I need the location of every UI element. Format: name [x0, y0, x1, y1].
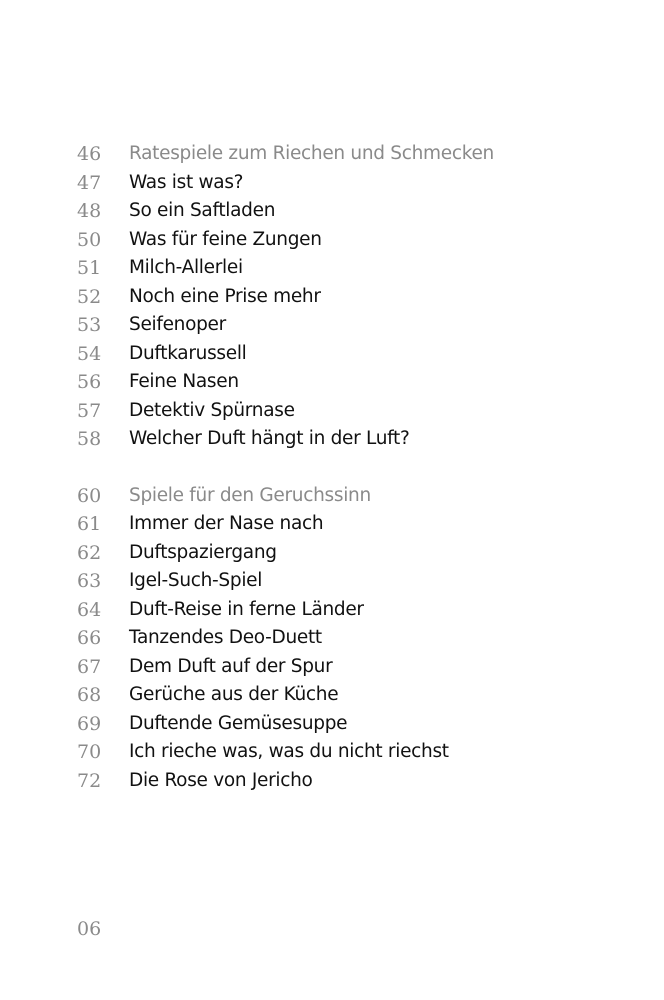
section-title: Spiele für den Geruchssinn	[129, 484, 371, 506]
page-number: 64	[77, 598, 102, 621]
toc-entry[interactable]	[0, 283, 664, 312]
page-number: 50	[77, 228, 102, 251]
entry-title: Duftende Gemüsesuppe	[129, 712, 348, 734]
page-number: 56	[77, 371, 102, 393]
entry-title: Duftkarussell	[129, 342, 247, 364]
section-heading[interactable]	[0, 140, 664, 169]
page-number: 66	[77, 627, 102, 649]
toc-entry[interactable]	[0, 425, 664, 454]
entry-title: Tanzendes Deo-Duett	[129, 627, 322, 648]
toc-entry[interactable]	[0, 767, 664, 796]
toc-entry[interactable]	[0, 567, 664, 596]
page-number: 63	[77, 570, 102, 592]
entry-title: Die Rose von Jericho	[129, 769, 313, 791]
entry-title: Feine Nasen	[129, 371, 239, 392]
entry-title: Igel-Such-Spiel	[129, 570, 263, 591]
entry-title: Welcher Duft hängt in der Luft?	[129, 428, 410, 449]
page-number: 53	[77, 314, 102, 336]
entry-title: Gerüche aus der Küche	[129, 684, 339, 705]
toc-entry[interactable]	[0, 710, 664, 739]
toc-entry[interactable]	[0, 340, 664, 369]
entry-title: So ein Saftladen	[129, 200, 276, 221]
page-number: 72	[77, 769, 102, 792]
entry-title: Noch eine Prise mehr	[129, 285, 321, 307]
page-number: 54	[77, 342, 102, 365]
toc-entry[interactable]	[0, 169, 664, 198]
page-number: 52	[77, 285, 102, 308]
footer-page-number: 06	[77, 918, 102, 940]
entry-title: Was ist was?	[129, 171, 244, 193]
section-title: Ratespiele zum Riechen und Schmecken	[129, 143, 494, 164]
toc-entry[interactable]	[0, 397, 664, 426]
page-number: 48	[77, 200, 102, 222]
toc-entry[interactable]	[0, 596, 664, 625]
entry-title: Duft-Reise in ferne Länder	[129, 598, 364, 620]
page-number: 62	[77, 541, 102, 564]
entry-title: Detektiv Spürnase	[129, 399, 295, 421]
entry-title: Dem Duft auf der Spur	[129, 655, 333, 677]
toc-section	[0, 140, 664, 454]
toc-entry[interactable]	[0, 510, 664, 539]
page-number: 58	[77, 428, 102, 450]
page-number: 69	[77, 712, 102, 735]
page-number: 67	[77, 655, 102, 678]
toc-entry[interactable]	[0, 624, 664, 653]
toc-entry[interactable]	[0, 311, 664, 340]
toc-entry[interactable]	[0, 653, 664, 682]
page-number: 60	[77, 484, 102, 507]
page-number: 61	[77, 513, 102, 535]
entry-title: Duftspaziergang	[129, 541, 277, 563]
page-number: 46	[77, 143, 102, 165]
toc-entry[interactable]	[0, 226, 664, 255]
page-number: 57	[77, 399, 102, 422]
entry-title: Immer der Nase nach	[129, 513, 324, 534]
toc-entry[interactable]	[0, 738, 664, 767]
toc-entry[interactable]	[0, 368, 664, 397]
entry-title: Ich rieche was, was du nicht riechst	[129, 741, 449, 762]
section-heading[interactable]	[0, 482, 664, 511]
page-number: 68	[77, 684, 102, 706]
toc-entry[interactable]	[0, 681, 664, 710]
entry-title: Milch-Allerlei	[129, 257, 243, 278]
toc-entry[interactable]	[0, 254, 664, 283]
entry-title: Seifenoper	[129, 314, 226, 335]
toc-entry[interactable]	[0, 197, 664, 226]
toc-section	[0, 482, 664, 796]
page-number: 47	[77, 171, 102, 194]
table-of-contents	[0, 140, 664, 823]
page-number: 70	[77, 741, 102, 763]
toc-entry[interactable]	[0, 539, 664, 568]
page-number: 51	[77, 257, 102, 279]
entry-title: Was für feine Zungen	[129, 228, 322, 250]
